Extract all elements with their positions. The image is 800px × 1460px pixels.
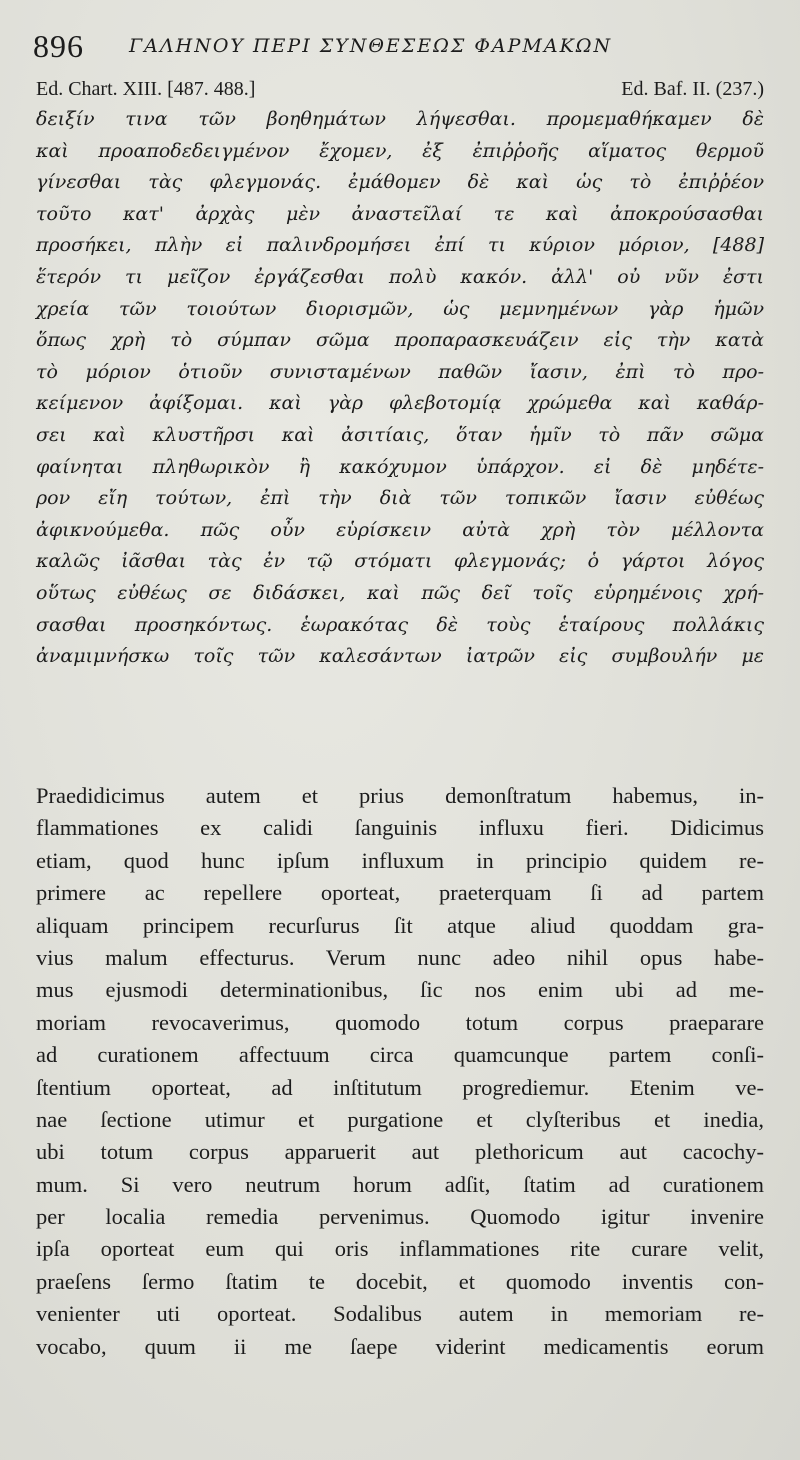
latin-line: etiam, quod hunc ipſum influxum in principio quidem re-	[36, 847, 764, 873]
latin-line: vius malum effecturus. Verum nunc adeo nihil opus habe-	[36, 944, 764, 970]
edition-reference-basel: Ed. Baf. II. (237.)	[621, 78, 764, 100]
greek-text-block	[36, 104, 764, 673]
latin-line: praeſens ſermo ſtatim te docebit, et quomodo inventis con-	[36, 1268, 764, 1294]
latin-line: flammationes ex calidi ſanguinis influxu fieri. Didicimus	[36, 815, 764, 841]
latin-line: mus ejusmodi determinationibus, ſic nos enim ubi ad me-	[36, 977, 764, 1003]
greek-line: σει καὶ κλυστῆρσι καὶ ἀσιτίαις, ὅταν ἡμῖν τὸ πᾶν σῶμα	[36, 423, 764, 446]
latin-line: vocabo, quum ii me ſaepe viderint medicamentis eorum	[36, 1333, 764, 1359]
greek-line: οὕτως εὐθέως σε διδάσκει, καὶ πῶς δεῖ τοῖς εὑρημένοις χρή-	[36, 581, 764, 604]
greek-line: τὸ μόριον ὁτιοῦν συνισταμένων παθῶν ἴασιν, ἐπὶ τὸ προ-	[36, 360, 764, 383]
greek-line: ρον εἴη τούτων, ἐπὶ τὴν διὰ τῶν τοπικῶν ἴασιν εὐθέως	[36, 487, 764, 510]
latin-line: mum. Si vero neutrum horum adſit, ſtatim ad curationem	[36, 1171, 764, 1197]
greek-line: καλῶς ἰᾶσθαι τὰς ἐν τῷ στόματι φλεγμονάς; ὁ γάρτοι λόγος	[36, 550, 764, 573]
greek-line: προσήκει, πλὴν εἰ παλινδρομήσει ἐπί τι κύριον μόριον, [488]	[36, 234, 764, 257]
greek-line: ὅπως χρὴ τὸ σύμπαν σῶμα προπαρασκευάζειν εἰς τὴν κατὰ	[36, 329, 764, 352]
running-title: ΓΑΛΗΝΟΥ ΠΕΡΙ ΣΥΝΘΕΣΕΩΣ ΦΑΡΜΑΚΩΝ	[129, 35, 613, 57]
greek-line: τοῦτο κατ' ἀρχὰς μὲν ἀναστεῖλαί τε καὶ ἀποκρούσασθαι	[36, 202, 764, 225]
edition-reference-line	[36, 78, 764, 104]
greek-line: ἀφικνούμεθα. πῶς οὖν εὑρίσκειν αὐτὰ χρὴ τὸν μέλλοντα	[36, 518, 764, 541]
greek-line: καὶ προαποδεδειγμένον ἔχομεν, ἐξ ἐπιῤῥοῆς αἵματος θερμοῦ	[36, 139, 764, 162]
latin-line: moriam revocaverimus, quomodo totum corpus praeparare	[36, 1009, 764, 1035]
greek-line: φαίνηται πληθωρικὸν ἢ κακόχυμον ὑπάρχον. εἰ δὲ μηδέτε-	[36, 455, 764, 478]
latin-line: aliquam principem recurſurus ſit atque aliud quoddam gra-	[36, 912, 764, 938]
greek-line: ἕτερόν τι μεῖζον ἐργάζεσθαι πολὺ κακόν. ἀλλ' οὐ νῦν ἐστι	[36, 265, 764, 288]
latin-line: nae ſectione utimur et purgatione et clyſteribus et inedia,	[36, 1106, 764, 1132]
greek-line: σασθαι προσηκόντως. ἑωρακότας δὲ τοὺς ἑταίρους πολλάκις	[36, 613, 764, 636]
greek-line: δειξίν τινα τῶν βοηθημάτων λήψεσθαι. προμεμαθήκαμεν δὲ	[36, 108, 764, 130]
latin-line: Praedidicimus autem et prius demonſtratum habemus, in-	[36, 783, 764, 808]
latin-line: ipſa oporteat eum qui oris inflammationes rite curare velit,	[36, 1236, 764, 1262]
latin-line: ſtentium oporteat, ad inſtitutum progrediemur. Etenim ve-	[36, 1074, 764, 1100]
latin-line: ubi totum corpus apparuerit aut plethoricum aut cacochy-	[36, 1139, 764, 1165]
latin-line: ad curationem affectuum circa quamcunque partem conſi-	[36, 1042, 764, 1068]
latin-line: venienter uti oporteat. Sodalibus autem in memoriam re-	[36, 1301, 764, 1327]
page-header	[33, 28, 773, 68]
latin-text-block	[36, 780, 764, 1363]
latin-line: per localia remedia pervenimus. Quomodo igitur invenire	[36, 1204, 764, 1230]
edition-reference-chartier: Ed. Chart. XIII. [487. 488.]	[36, 78, 256, 100]
page-number: 896	[33, 28, 84, 64]
greek-line: γίνεσθαι τὰς φλεγμονάς. ἐμάθομεν δὲ καὶ ὡς τὸ ἐπιῤῥέον	[36, 171, 764, 194]
greek-line: ἀναμιμνήσκω τοῖς τῶν καλεσάντων ἰατρῶν εἰς συμβουλήν με	[36, 645, 764, 668]
greek-line: κείμενον ἀφίξομαι. καὶ γὰρ φλεβοτομίᾳ χρώμεθα καὶ καθάρ-	[36, 392, 764, 415]
greek-line: χρεία τῶν τοιούτων διορισμῶν, ὡς μεμνημένων γὰρ ἡμῶν	[36, 297, 764, 320]
latin-line: primere ac repellere oporteat, praeterquam ſi ad partem	[36, 880, 764, 906]
